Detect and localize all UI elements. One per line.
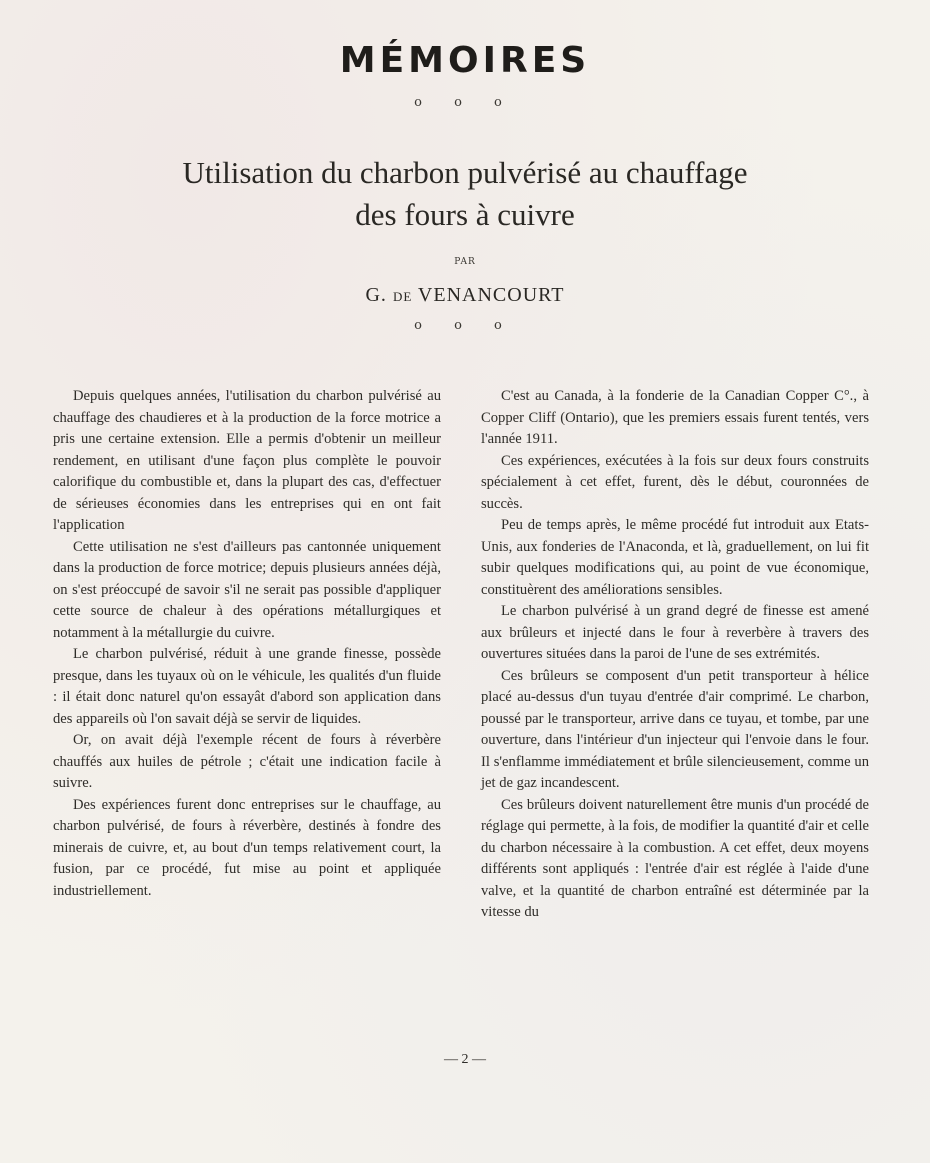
paragraph: Ces brûleurs se composent d'un petit transporteur à hélice placé au-dessus d'un tuyau d'entrée d'air comprimé. Le charbon, poussé par le transporteur, arrive dans ce tuyau, et tombe, par une ouverture, dans l'intérieur d'un injecteur qui l'envoie dans le four. Il s'enflamme immédiatement et brûle silencieusement, comme un jet de gaz incandescent. bbox=[481, 667, 869, 791]
paragraph: Le charbon pulvérisé, réduit à une grande finesse, possède presque, dans les tuyaux où on le véhicule, les qualités d'un fluide : il était donc naturel qu'on essayât d'abord son application dans des appareils où l'on savait déjà se servir de liquides. bbox=[53, 646, 441, 727]
paragraph: Le charbon pulvérisé à un grand degré de finesse est amené aux brûleurs et injecté dans le four à reverbère à travers des ouvertures situées dans la paroi de l'une de ses extrémités. bbox=[481, 603, 869, 662]
paragraph: Peu de temps après, le même procédé fut introduit aux Etats-Unis, aux fonderies de l'Anaconda, et là, graduellement, on lui fit subir quelques modifications qui, au point de vue économique, constituèrent des améliorations sensibles. bbox=[481, 517, 869, 598]
article-title-line-2: des fours à cuivre bbox=[355, 197, 575, 232]
paragraph: C'est au Canada, à la fonderie de la Canadian Copper C°., à Copper Cliff (Ontario), que les premiers essais furent tentés, vers l'année 1911. bbox=[481, 388, 869, 447]
article-title-line-1: Utilisation du charbon pulvérisé au chauffage bbox=[182, 155, 748, 190]
author-name: VENANCOURT bbox=[417, 284, 565, 306]
right-column bbox=[481, 386, 869, 924]
paragraph: Or, on avait déjà l'exemple récent de fours à réverbère chauffés aux huiles de pétrole ; c'était une indication facile à suivre. bbox=[53, 732, 441, 791]
paragraph: Ces expériences, exécutées à la fois sur deux fours construits spécialement à cet effet, furent, dès le début, couronnées de succès. bbox=[481, 452, 869, 512]
ornament-top: o o o bbox=[414, 95, 516, 110]
left-column bbox=[53, 386, 441, 902]
byline-par: PAR bbox=[454, 257, 476, 267]
author-particle: DE bbox=[392, 289, 413, 304]
paragraph: Depuis quelques années, l'utilisation du charbon pulvérisé au chauffage des chaudieres et à la production de la force motrice a pris une certaine extension. Elle a permis d'obtenir un meilleur rendement, en utilisant d'une façon plus complète le pouvoir calorifique du combustible et, dans la plupart des cas, d'effectuer de sérieuses économies dans les entreprises qui en ont fait l'application bbox=[53, 388, 441, 533]
author-initial: G. bbox=[365, 284, 387, 306]
paragraph: Ces brûleurs doivent naturellement être munis d'un procédé de réglage qui permette, à la fois, de modifier la quantité d'air et celle du charbon nécessaire à la combustion. A cet effet, deux moyens différents sont appliqués : l'entrée d'air est réglée à l'aide d'une valve, et la quantité de charbon entraîné est déterminée par la vitesse du bbox=[481, 796, 869, 920]
paragraph: Des expériences furent donc entreprises sur le chauffage, au charbon pulvérisé, de fours à réverbère, destinés à fondre des minerais de cuivre, et, au bout d'un temps relativement court, la fusion, par ce procédé, fut mise au point et appliquée industriellement. bbox=[53, 796, 441, 899]
section-title: MÉMOIRES bbox=[339, 40, 591, 81]
article-title bbox=[0, 152, 930, 236]
author bbox=[0, 284, 930, 307]
page-number: — 2 — bbox=[444, 1052, 486, 1067]
paragraph: Cette utilisation ne s'est d'ailleurs pas cantonnée uniquement dans la production de force motrice; depuis plusieurs années déjà, on s'est préoccupé de savoir s'il ne serait pas possible d'appliquer cette source de chaleur à des opérations métallurgiques et notamment à la métallurgie du cuivre. bbox=[53, 538, 441, 641]
ornament-bottom: o o o bbox=[414, 318, 516, 333]
